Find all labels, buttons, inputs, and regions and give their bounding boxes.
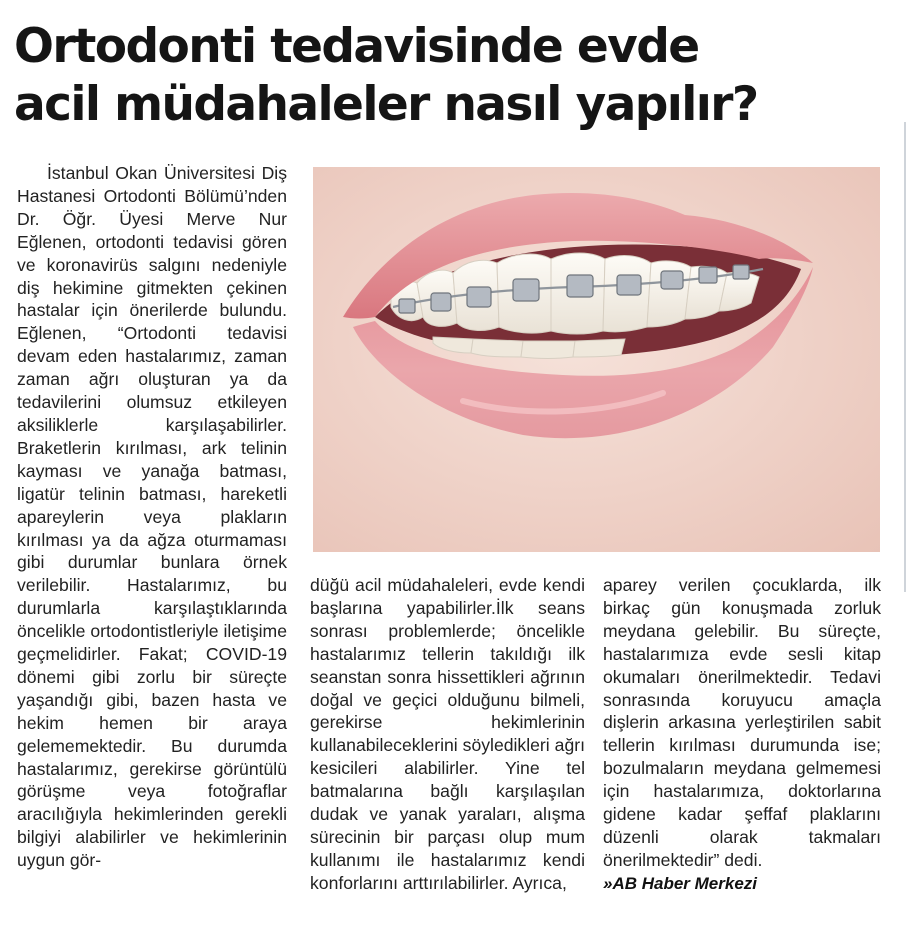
headline-line-2: acil müdahaleler nasıl yapılır? xyxy=(14,77,758,132)
article-column-1 xyxy=(17,162,287,872)
column-3-text: aparey verilen çocuklarda, ilk birkaç gün konuşmada zorluk meydana gelebilir. Bu süreçte, hastalarımıza evde sesli kitap okumaları önerilmektedir. Tedavi sonrasında koruyucu amaçla dişlerin arkasına yerleştirilen sabit tellerin kırılması durumunda ise; bozulmaların meydana gelmemesi için hastalarımıza, doktorlarına gidene kadar şeffaf plaklarını düzenli olarak takmaları önerilmektedir” dedi. xyxy=(603,575,881,870)
article-byline: »AB Haber Merkezi xyxy=(603,873,758,893)
smile-with-braces-photo xyxy=(313,167,880,552)
article-headline xyxy=(14,18,904,134)
column-2-text: düğü acil müdahaleleri, evde kendi başlarına yapabilirler.İlk seans sonrası problemlerde; öncelikle hastalarımız tellerin takıldığı ilk seanstan sonra hissettikleri ağrının doğal ve geçici olduğunu bilmeli, gerekirse hekimlerinin kullanabileceklerini söyledikleri ağrı kesicileri alabilirler. Yine tel batmalarına bağlı karşılaşılan dudak ve yanak yaraları, alışma sürecinin bir parçası olup mum kullanımı ile hastalarımız kendi konforlarını arttırılabilirler. Ayrıca, xyxy=(310,575,585,893)
article-column-2 xyxy=(310,574,585,895)
column-1-text: İstanbul Okan Üniversitesi Diş Hastanesi Ortodonti Bölümü’nden Dr. Öğr. Üyesi Merve Nur Eğlenen, ortodonti tedavisi gören ve koronavirüs salgını nedeniyle diş hekimine gitmekten çekinen hastalar için önerilerde bulundu. Eğlenen, “Ortodonti tedavisi devam eden hastalarımız, zaman zaman ağrı oluşturan ya da tedavilerini olumsuz etkileyen aksiliklerle karşılaşabilirler. Braketlerin kırılması, ark telinin kayması ve yanağa batması, ligatür telinin batması, hareketli apareylerin veya plakların kırılması ya da ağza oturmaması gibi durumlar bunlara örnek verilebilir. Hastalarımız, bu durumlarla karşılaştıklarında öncelikle ortodontistleriyle iletişime geçmelidirler. Fakat; COVID-19 dönemi gibi zorlu bir süreçte yaşandığı gibi, bazen hasta ve hekim hemen bir araya gelememektedir. Bu durumda hastalarımız, gerekirse görüntülü görüşme veya fotoğraflar aracılığıyla hekimlerinden gerekli bilgiyi alabilirler ve hekimlerinin uygun gör- xyxy=(17,163,287,871)
headline-line-1: Ortodonti tedavisinde evde xyxy=(14,19,699,74)
page-edge-rule xyxy=(904,122,906,592)
article-column-3 xyxy=(603,574,881,896)
